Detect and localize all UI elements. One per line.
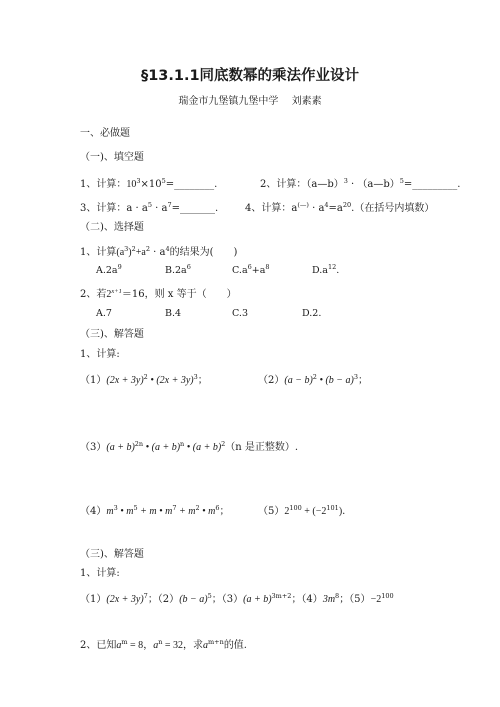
question-3: 3、计算：$a \cdot a^5$ · $a^7=\_\_\_\_\_\_\_$. xyxy=(80,201,219,214)
solve-2-row: $(1)(2x + 3y)^7$；$(2)(b - a)^5$；$(3)(a + b)^{3m+2}$；$(4)3m^8$；$(5)-2^{100}$ xyxy=(80,592,394,605)
section-choice: （二)、选择题 xyxy=(80,222,144,233)
solve-2-question-1: 1、计算: xyxy=(80,568,120,579)
choice-1-option-c: $C.a^6+a^8$ xyxy=(232,263,270,276)
choice-1-option-b: $B.2a^6$ xyxy=(165,263,191,276)
choice-2-option-b: B.4 xyxy=(165,308,182,319)
page-title: §13.1.1同底数幂的乘法作业设计 xyxy=(140,68,360,84)
choice-2-option-c: C.3 xyxy=(232,308,248,319)
section-required: 一、必做题 xyxy=(80,128,130,139)
problem-4: $(4)m^3$ • $m^5 + m$ • $m^7 + m^2$ • $m^6$； xyxy=(80,504,230,517)
problem-3: $(3)(a + b)^{2n}$ • $(a + b)^n$ • $(a + b)^2(n$ 是正整数）. xyxy=(80,440,299,453)
choice-1-option-a: $A.2a^9$ xyxy=(96,263,122,276)
choice-2-option-a: A.7 xyxy=(96,308,112,319)
choice-2-option-d: D.2. xyxy=(302,308,322,319)
author-line: 瑞金市九堡镇九堡中学 刘素素 xyxy=(178,96,322,107)
question-1: 1、计算：$10^3\times 10^5=\_\_\_\_\_\_\_\_$. xyxy=(80,177,218,190)
section-solve: （三)、解答题 xyxy=(80,329,144,340)
solve-2-question-2: 2、已知$a^m = 8$，$a^n = 32$，求$a^{m+n}$的值. xyxy=(80,638,247,651)
problem-1: $(1)(2x + 3y)^2$ • $(2x + 3y)^3$； xyxy=(80,373,208,386)
section-fill-blank: （一)、填空题 xyxy=(80,152,144,163)
choice-1-option-d: $D.a^{12}$. xyxy=(312,263,340,276)
problem-5: $(5)2^{100} + (-2^{101})$. xyxy=(258,504,346,517)
section-solve-2: （三)、解答题 xyxy=(80,549,144,560)
choice-question-2: 2、若$2^{x+1}=16$，则 x 等于（ ） xyxy=(80,288,237,300)
problem-2: $(2)(a - b)^2$ • $(b - a)^3$； xyxy=(258,373,368,386)
question-4: 4、计算：$a^{(—)} \cdot a^4=a^{20}$.（在括号内填数） xyxy=(245,201,435,214)
solve-question-1: 1、计算: xyxy=(80,349,120,360)
question-2: 2、计算：（a—b）$^3$ · （a—b）$^5$=_________. xyxy=(260,177,461,190)
choice-question-1: 1、计算$(a^3)^2+a^2 \cdot a^4$的结果为( ) xyxy=(80,245,238,258)
